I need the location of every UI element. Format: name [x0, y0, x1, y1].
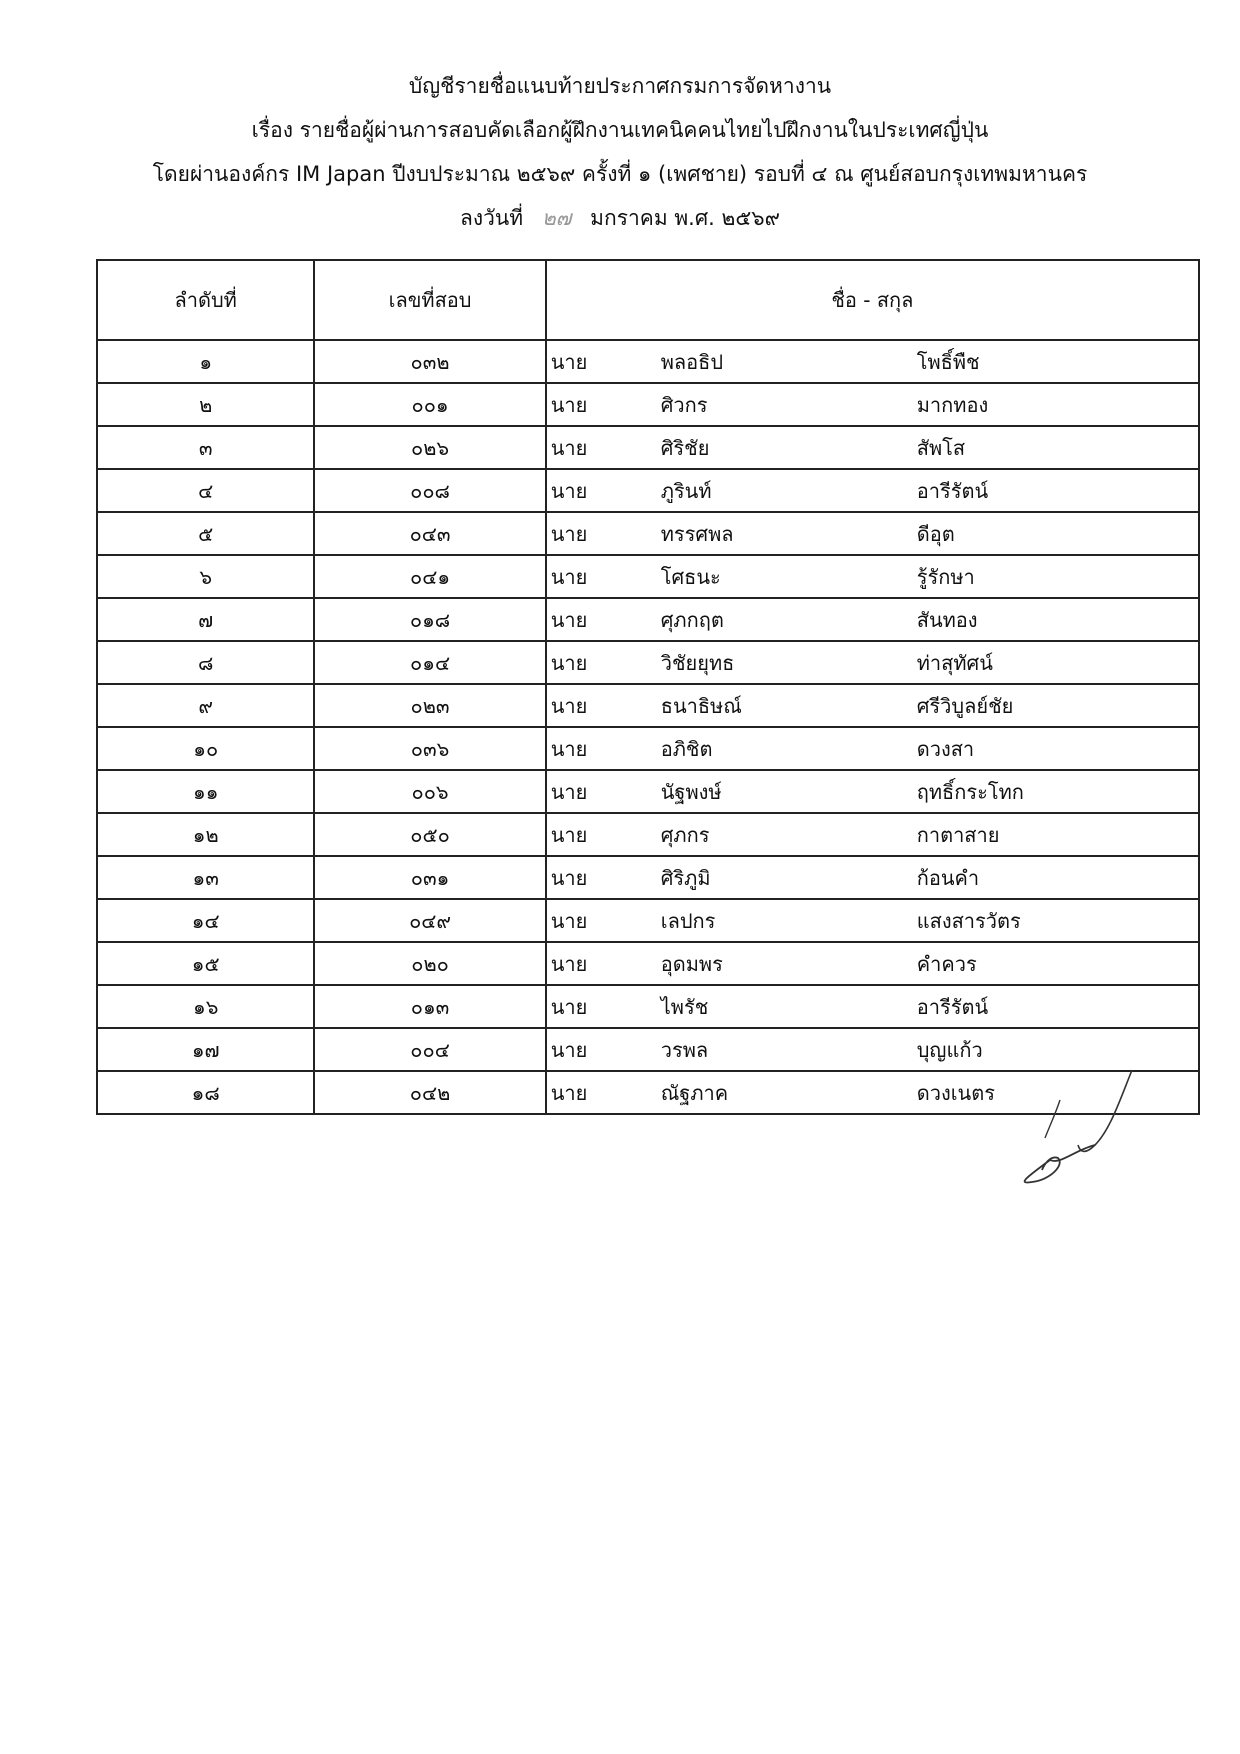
table-row: [97, 770, 1199, 813]
exam-number: ๐๔๒: [314, 1071, 545, 1114]
table-header-row: [97, 260, 1199, 340]
header-full-name: ชื่อ - สกุล: [546, 260, 1199, 340]
full-name-cell: [546, 770, 1199, 813]
name-title: นาย: [550, 392, 588, 417]
name-title: นาย: [550, 1037, 588, 1062]
order-number: ๑๗: [97, 1028, 314, 1071]
first-name: โศธนะ: [660, 564, 721, 589]
header-date: [0, 196, 1240, 240]
exam-number: ๐๒๓: [314, 684, 545, 727]
first-name: วรพล: [660, 1037, 709, 1062]
table-row: [97, 641, 1199, 684]
first-name: ศิริชัย: [660, 435, 710, 460]
table-row: [97, 899, 1199, 942]
full-name-cell: [546, 469, 1199, 512]
last-name: สันทอง: [916, 607, 978, 632]
exam-number: ๐๐๘: [314, 469, 545, 512]
header-subject: เรื่อง รายชื่อผู้ผ่านการสอบคัดเลือกผู้ฝึกงานเทคนิคคนไทยไปฝึกงานในประเทศญี่ปุ่น: [251, 118, 989, 142]
name-title: นาย: [550, 994, 588, 1019]
roster-table: [96, 259, 1200, 1115]
exam-number: ๐๒๖: [314, 426, 545, 469]
full-name-cell: [546, 512, 1199, 555]
order-number: ๒: [97, 383, 314, 426]
full-name-cell: [546, 641, 1199, 684]
last-name: อารีรัตน์: [916, 994, 989, 1019]
name-title: นาย: [550, 521, 588, 546]
first-name: ศิริภูมิ: [660, 865, 711, 890]
last-name: ก้อนคำ: [916, 865, 980, 890]
full-name-cell: [546, 856, 1199, 899]
last-name: ดวงสา: [916, 736, 975, 761]
first-name: พลอธิป: [660, 349, 724, 374]
exam-number: ๐๑๘: [314, 598, 545, 641]
table-row: [97, 985, 1199, 1028]
first-name: ศุภกร: [660, 822, 710, 847]
exam-number: ๐๐๖: [314, 770, 545, 813]
exam-number: ๐๔๙: [314, 899, 545, 942]
full-name-cell: [546, 383, 1199, 426]
table-row: [97, 727, 1199, 770]
date-prefix: ลงวันที่: [460, 206, 524, 230]
order-number: ๙: [97, 684, 314, 727]
name-title: นาย: [550, 607, 588, 632]
table-row: [97, 813, 1199, 856]
order-number: ๑๘: [97, 1071, 314, 1114]
last-name: ฤทธิ์กระโทก: [916, 779, 1024, 804]
exam-number: ๐๐๑: [314, 383, 545, 426]
order-number: ๘: [97, 641, 314, 684]
table-row: [97, 340, 1199, 383]
order-number: ๑๔: [97, 899, 314, 942]
order-number: ๔: [97, 469, 314, 512]
name-title: นาย: [550, 564, 588, 589]
first-name: ภูรินท์: [660, 478, 712, 503]
table-row: [97, 469, 1199, 512]
full-name-cell: [546, 942, 1199, 985]
order-number: ๕: [97, 512, 314, 555]
exam-number: ๐๔๓: [314, 512, 545, 555]
order-number: ๑: [97, 340, 314, 383]
table-row: [97, 684, 1199, 727]
full-name-cell: [546, 426, 1199, 469]
table-row: [97, 383, 1199, 426]
last-name: ดวงเนตร: [916, 1080, 995, 1105]
name-title: นาย: [550, 822, 588, 847]
last-name: โพธิ์พืช: [916, 349, 980, 374]
date-day-handwritten: ๒๗: [541, 206, 572, 230]
last-name: ท่าสุทัศน์: [916, 650, 993, 675]
last-name: อารีรัตน์: [916, 478, 989, 503]
order-number: ๑๐: [97, 727, 314, 770]
order-number: ๗: [97, 598, 314, 641]
exam-number: ๐๐๔: [314, 1028, 545, 1071]
name-title: นาย: [550, 865, 588, 890]
name-title: นาย: [550, 693, 588, 718]
first-name: นัฐพงษ์: [660, 779, 722, 804]
first-name: อภิชิต: [660, 736, 713, 761]
exam-number: ๐๔๑: [314, 555, 545, 598]
last-name: ดีอุต: [916, 521, 955, 546]
table-row: [97, 942, 1199, 985]
last-name: แสงสารวัตร: [916, 908, 1021, 933]
header-exam-number: เลขที่สอบ: [314, 260, 545, 340]
order-number: ๑๓: [97, 856, 314, 899]
full-name-cell: [546, 340, 1199, 383]
exam-number: ๐๒๐: [314, 942, 545, 985]
name-title: นาย: [550, 349, 588, 374]
table-row: [97, 555, 1199, 598]
exam-number: ๐๕๐: [314, 813, 545, 856]
full-name-cell: [546, 899, 1199, 942]
name-title: นาย: [550, 908, 588, 933]
name-title: นาย: [550, 779, 588, 804]
header-order: ลำดับที่: [97, 260, 314, 340]
name-title: นาย: [550, 650, 588, 675]
first-name: ไพรัช: [660, 994, 709, 1019]
last-name: รู้รักษา: [916, 564, 975, 589]
first-name: ศุภกฤต: [660, 607, 724, 632]
exam-number: ๐๓๒: [314, 340, 545, 383]
exam-number: ๐๑๓: [314, 985, 545, 1028]
table-row: [97, 512, 1199, 555]
full-name-cell: [546, 598, 1199, 641]
full-name-cell: [546, 985, 1199, 1028]
first-name: ณัฐภาค: [660, 1080, 729, 1105]
document-header: [0, 64, 1240, 240]
name-title: นาย: [550, 435, 588, 460]
name-title: นาย: [550, 478, 588, 503]
order-number: ๓: [97, 426, 314, 469]
first-name: วิชัยยุทธ: [660, 650, 735, 675]
name-title: นาย: [550, 951, 588, 976]
full-name-cell: [546, 684, 1199, 727]
order-number: ๑๖: [97, 985, 314, 1028]
first-name: เลปกร: [660, 908, 716, 933]
first-name: ทรรศพล: [660, 521, 734, 546]
first-name: ธนาธิษณ์: [660, 693, 742, 718]
header-title: บัญชีรายชื่อแนบท้ายประกาศกรมการจัดหางาน: [408, 74, 832, 98]
name-title: นาย: [550, 736, 588, 761]
full-name-cell: [546, 727, 1199, 770]
exam-number: ๐๑๔: [314, 641, 545, 684]
last-name: สัพโส: [916, 435, 966, 460]
order-number: ๑๒: [97, 813, 314, 856]
header-details: โดยผ่านองค์กร IM Japan ปีงบประมาณ ๒๕๖๙ ครั้งที่ ๑ (เพศชาย) รอบที่ ๔ ณ ศูนย์สอบกรุงเทพมหานคร: [152, 162, 1088, 186]
last-name: กาตาสาย: [916, 822, 1000, 847]
signature-icon: [1020, 1060, 1200, 1200]
last-name: ศรีวิบูลย์ชัย: [916, 693, 1014, 718]
table-row: [97, 426, 1199, 469]
last-name: มากทอง: [916, 392, 989, 417]
name-title: นาย: [550, 1080, 588, 1105]
table-row: [97, 856, 1199, 899]
exam-number: ๐๓๑: [314, 856, 545, 899]
last-name: บุญแก้ว: [916, 1037, 983, 1062]
exam-number: ๐๓๖: [314, 727, 545, 770]
order-number: ๑๑: [97, 770, 314, 813]
order-number: ๖: [97, 555, 314, 598]
table-row: [97, 598, 1199, 641]
date-suffix: มกราคม พ.ศ. ๒๕๖๙: [590, 206, 780, 230]
first-name: อุดมพร: [660, 951, 723, 976]
first-name: ศิวกร: [660, 392, 708, 417]
full-name-cell: [546, 555, 1199, 598]
full-name-cell: [546, 813, 1199, 856]
order-number: ๑๕: [97, 942, 314, 985]
last-name: คำควร: [916, 951, 977, 976]
